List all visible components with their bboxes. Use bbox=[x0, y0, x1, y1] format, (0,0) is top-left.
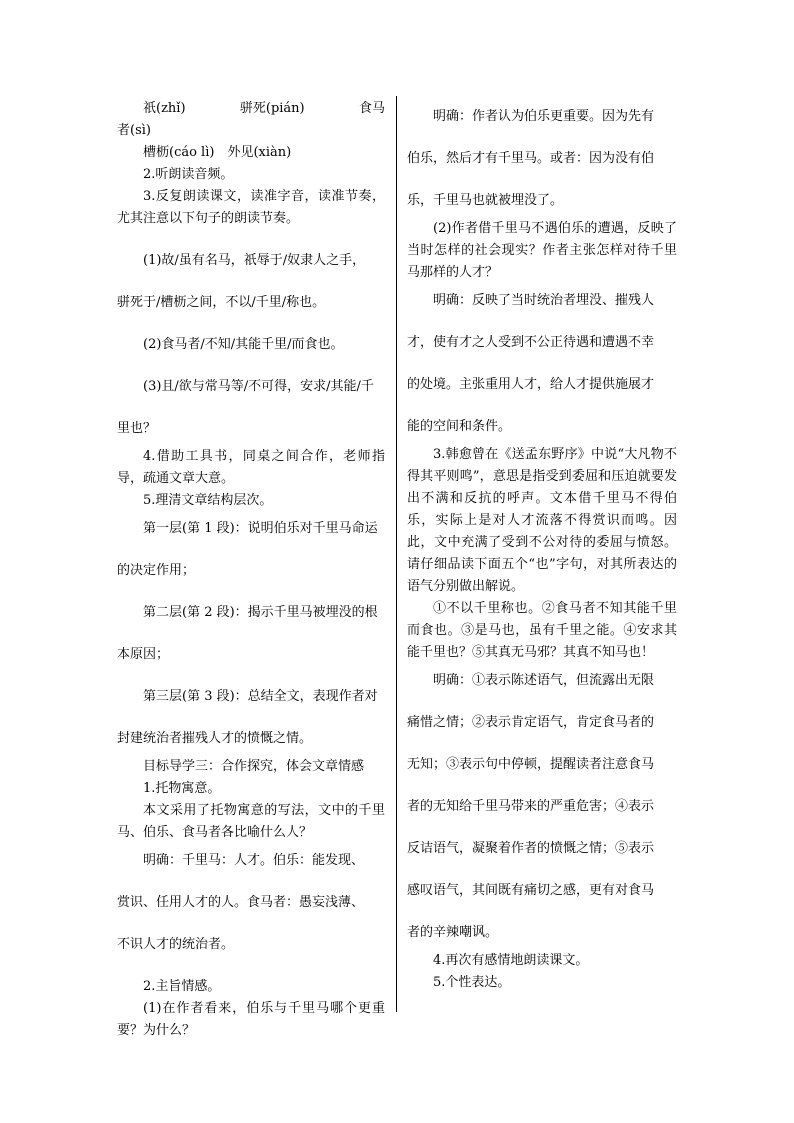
goal-3-heading: 目标导学三：合作探究，体会文章情感 bbox=[143, 759, 365, 774]
step-5: 5.理清文章结构层次。 bbox=[143, 493, 273, 508]
pinyin-zhi: 祇(zhǐ) bbox=[143, 101, 186, 116]
sentence-1b: 骈死于/槽枥之间，不以/千里/称也。 bbox=[117, 295, 326, 310]
step-4: 4.借助工具书，同桌之间合作，老师指导，疏通文章大意。 bbox=[117, 449, 385, 486]
answer-4e: 反诘语气，凝聚着作者的愤慨之情；⑤表示 bbox=[407, 841, 655, 856]
answer-4b: 痛惜之情；②表示肯定语气，肯定食马者的 bbox=[407, 715, 655, 730]
left-column bbox=[117, 92, 385, 1042]
answer-4d: 者的无知给千里马带来的严重危害；④表示 bbox=[407, 799, 655, 814]
answer-3c: 的处境。主张重用人才，给人才提供施展才 bbox=[407, 377, 655, 392]
answer-4g: 者的辛辣嘲讽。 bbox=[407, 925, 499, 940]
layer-2b: 本原因； bbox=[117, 647, 170, 662]
pinyin-shima: 食马 bbox=[358, 101, 385, 116]
pinyin-row bbox=[117, 92, 385, 120]
sentence-1a: (1)故/虽有名马，祇辱于/奴隶人之手， bbox=[143, 253, 366, 268]
answer-4c: 无知；③表示句中停顿，提醒读者注意食马 bbox=[407, 757, 655, 772]
layer-2a: 第二层(第 2 段)：揭示千里马被埋没的根 bbox=[143, 605, 378, 620]
sentence-3b: 里也？ bbox=[117, 421, 157, 436]
topic-1: 1.托物寓意。 bbox=[143, 781, 221, 796]
answer-2b: 伯乐，然后才有千里马。或者：因为没有伯 bbox=[407, 151, 655, 166]
topic-2-question: (1)在作者看来，伯乐与千里马哪个更重要？为什么？ bbox=[117, 1001, 385, 1038]
pinyin-row-cont: 者(sì) bbox=[117, 123, 151, 138]
answer-1c: 不识人才的统治者。 bbox=[117, 937, 235, 952]
layer-1a: 第一层(第 1 段)：说明伯乐对千里马命运 bbox=[143, 521, 378, 536]
answer-2c: 乐，千里马也就被埋没了。 bbox=[407, 193, 564, 208]
answer-3a: 明确：反映了当时统治者埋没、摧残人 bbox=[433, 293, 655, 308]
question-2: (2)作者借千里马不遇伯乐的遭遇，反映了当时怎样的社会现实？作者主张怎样对待千里马那样的人才？ bbox=[407, 221, 677, 280]
answer-3d: 能的空间和条件。 bbox=[407, 419, 512, 434]
step-4-reread: 4.再次有感情地朗读课文。 bbox=[433, 953, 589, 968]
topic-1-question: 本文采用了托物寓意的写法，文中的千里马、伯乐、食马者各比喻什么人？ bbox=[117, 803, 385, 840]
topic-2: 2.主旨情感。 bbox=[143, 979, 221, 994]
answer-4f: 感叹语气，其间既有痛切之感，更有对食马 bbox=[407, 883, 655, 898]
answer-1a: 明确：千里马：人才。伯乐：能发现、 bbox=[143, 853, 365, 868]
step-5-expression: 5.个性表达。 bbox=[433, 975, 511, 990]
sentence-3a: (3)且/欲与常马等/不可得，安求/其能/千 bbox=[143, 379, 374, 394]
answer-1b: 赏识、任用人才的人。食马者：愚妄浅薄、 bbox=[117, 895, 365, 910]
sentence-2: (2)食马者/不知/其能千里/而食也。 bbox=[143, 337, 344, 352]
step-2: 2.听朗读音频。 bbox=[143, 167, 234, 182]
answer-3b: 才，使有才之人受到不公正待遇和遭遇不幸 bbox=[407, 335, 655, 350]
step-3: 3.反复朗读课文，读准字音，读准节奏，尤其注意以下句子的朗读节奏。 bbox=[117, 189, 385, 226]
answer-4a: 明确：①表示陈述语气，但流露出无限 bbox=[433, 673, 655, 688]
right-column bbox=[407, 106, 677, 994]
layer-1b: 的决定作用； bbox=[117, 563, 196, 578]
column-divider bbox=[396, 96, 397, 1012]
pinyin-pian: 骈死(pián) bbox=[239, 101, 305, 116]
topic-3: 3.韩愈曾在《送孟东野序》中说“大凡物不得其平则鸣”，意思是指受到委屈和压迫就要发出不满和反抗的呼声。文本借千里马不得伯乐，实际上是对人才流落不得赏识而鸣。因此，文中充满了受到不公对待的委屈与愤怒。请仔细品读下面五个“也”字句，对其所表达的语气分别做出解说。 bbox=[407, 447, 677, 594]
ye-sentences: ①不以千里称也。②食马者不知其能千里而食也。③是马也，虽有千里之能。④安求其能千里也？⑤其真无马邪？其真不知马也！ bbox=[407, 601, 677, 660]
pinyin-row2: 槽枥(cáo lì) 外见(xiàn) bbox=[143, 145, 292, 160]
answer-2a: 明确：作者认为伯乐更重要。因为先有 bbox=[433, 109, 655, 124]
layer-3a: 第三层(第 3 段)：总结全文，表现作者对 bbox=[143, 689, 378, 704]
layer-3b: 封建统治者摧残人才的愤慨之情。 bbox=[117, 731, 313, 746]
